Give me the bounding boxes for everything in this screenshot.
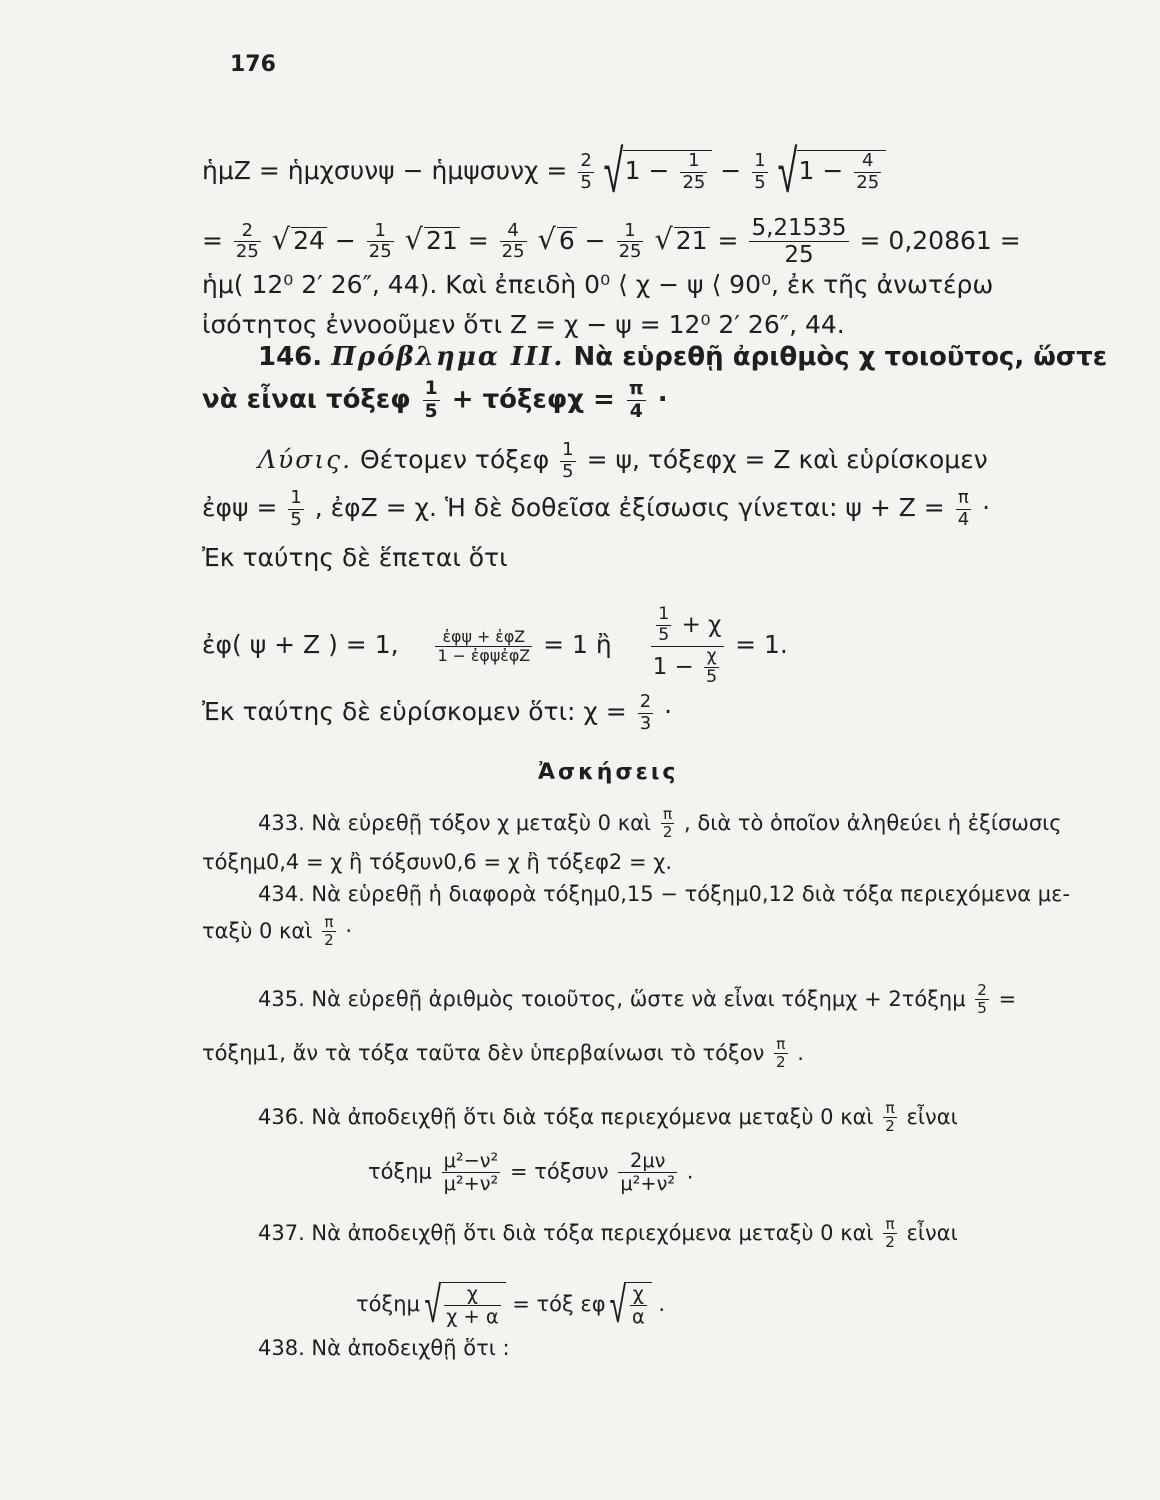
text-line-3: ἡμ( 12⁰ 2′ 26″, 44). Καὶ ἐπειδὴ 0⁰ ⟨ χ − ψ ⟨ 90⁰, ἐκ τῆς ἀνωτέρω [202,270,994,299]
radical-sign: √ [424,1275,441,1334]
exercise-434: 434. Νὰ εὑρεθῇ ἡ διαφορὰ τόξημ0,15 − τόξημ0,12 διὰ τόξα περιεχόμενα με- [258,882,1071,906]
solution-line-3: Ἐκ ταύτης δὲ ἕπεται ὅτι [202,543,508,572]
page-number: 176 [230,52,276,77]
exercise-436-equation: τόξημ $\frac{\text{μ²−ν²}}{\text{μ²+ν²}}$ = τόξσυν $\frac{2\mu\nu}{\text{μ²+ν²}}$ . [368,1149,694,1196]
exercise-435-cont: τόξημ1, ἄν τὰ τόξα ταῦτα δὲν ὑπερβαίνωσι τὸ τόξον $\frac{\pi}{2}$ . [202,1035,804,1072]
solution-line-5: Ἐκ ταύτης δὲ εὑρίσκομεν ὅτι: χ = $\frac{2}{3}$ · [202,691,673,734]
equation-line-1: ἡμΖ = ἡμχσυνψ − ἡμψσυνχ = $\frac{2}{5}$ √1 − $\frac{1}{25}$ − $\frac{1}{5}$ √1 − $\frac{4}{25}$ [202,142,886,202]
exercise-433: 433. Νὰ εὑρεθῇ τόξον χ μεταξὺ 0 καὶ $\frac{\pi}{2}$ , διὰ τὸ ὁποῖον ἀληθεύει ἡ ἐξίσωσις [258,805,1062,842]
equation-line-2: = $\frac{2}{25}$ √ 24 − $\frac{1}{25}$ √ 21 = $\frac{4}{25}$ √ 6 − $\frac{1}{25}$ √ 21 = $\frac{5,21535}{25}$ = 0,20861 = [202,215,1021,269]
exercises-title: Ἀσκήσεις [538,760,679,785]
radicand: $\frac{\chi}{\alpha}$ [625,1282,652,1328]
exercise-437-equation: τόξημ √ $\frac{\chi}{\chi + \alpha}$ = τόξ εφ √ $\frac{\chi}{\alpha}$ . [356,1275,666,1334]
text-line-4: ἰσότητος ἐννοοῦμεν ὅτι Ζ = χ − ψ = 12⁰ 2′ 26″, 44. [202,310,845,339]
exercise-433-cont: τόξημ0,4 = χ ἢ τόξσυν0,6 = χ ἢ τόξεφ2 = χ. [202,850,673,874]
solution-line-4: ἐφ( ψ + Ζ ) = 1, $\frac{\text{ἐφψ + ἐφΖ}}{\text{1 − ἐφψἐφΖ}}$ = 1 ἢ $\frac{1}{5}$ + χ 1 − $\frac{\chi}{5}$ = 1. [202,604,788,687]
radical-sign: √ [603,137,624,207]
solution-line-1: Λύσις. Θέτομεν τόξεφ $\frac{1}{5}$ = ψ, τόξεφχ = Ζ καὶ εὑρίσκομεν [258,439,988,482]
problem-heading: 146. Πρόβλημα ΙΙΙ. Νὰ εὑρεθῇ ἀριθμὸς χ τοιοῦτος, ὥστε [258,342,1108,372]
radicand: $\frac{\chi}{\chi + \alpha}$ [439,1282,505,1328]
compound-fraction: $\frac{1}{5}$ + χ 1 − $\frac{\chi}{5}$ [651,605,725,687]
exercise-434-cont: ταξὺ 0 καὶ $\frac{\pi}{2}$ · [202,913,353,950]
radical-sign: √ [609,1275,627,1334]
radicand: 1 − $\frac{1}{25}$ [623,150,713,193]
exercise-437: 437. Νὰ ἀποδειχθῇ ὅτι διὰ τόξα περιεχόμενα μεταξὺ 0 καὶ $\frac{\pi}{2}$ εἶναι [258,1215,958,1252]
fraction: $\frac{2}{5}$ [580,149,592,193]
exercise-436: 436. Νὰ ἀποδειχθῇ ὅτι διὰ τόξα περιεχόμενα μεταξὺ 0 καὶ $\frac{\pi}{2}$ εἶναι [258,1099,958,1136]
exercise-435: 435. Νὰ εὑρεθῇ ἀριθμὸς τοιοῦτος, ὥστε νὰ εἶναι τόξημχ + 2τόξημ $\frac{2}{5}$ = [258,981,1017,1018]
radicand: 1 − $\frac{4}{25}$ [797,150,887,193]
exercise-438: 438. Νὰ ἀποδειχθῇ ὅτι : [258,1336,510,1360]
solution-line-2: ἐφψ = $\frac{1}{5}$ , ἐφΖ = χ. Ἡ δὲ δοθεῖσα ἐξίσωσις γίνεται: ψ + Ζ = $\frac{\pi}{4}$ · [202,487,991,530]
problem-equation: νὰ εἶναι τόξεφ $\frac{1}{5}$ + τόξεφχ = $\frac{\pi}{4}$ · [202,378,668,422]
radical-sign: √ [777,137,797,207]
